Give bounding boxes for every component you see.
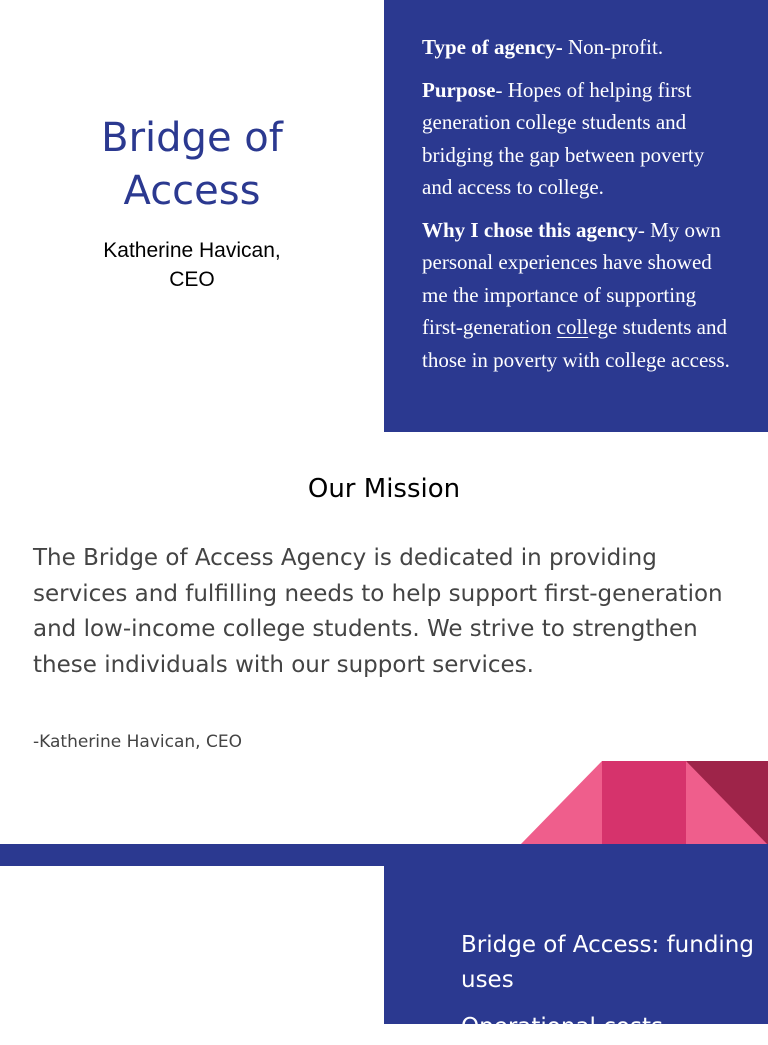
funding-title: Bridge of Access: funding uses	[461, 932, 754, 993]
purpose-value: - Hopes of helping first generation college students and bridging the gap between poverty and access to college.	[422, 77, 705, 199]
funding-slide	[0, 866, 768, 1040]
pink-triangle-shape	[520, 761, 602, 845]
decorative-shapes	[520, 761, 768, 845]
funding-item: Operational costs	[461, 1014, 663, 1040]
slide-separator	[0, 844, 768, 866]
agency-type-label: Type of agency-	[422, 35, 563, 59]
title-line-1: Bridge of	[101, 115, 283, 161]
agency-purpose	[422, 74, 738, 204]
title-line-2: Access	[123, 168, 261, 214]
author-line-2: CEO	[169, 268, 215, 291]
author-credit	[0, 236, 384, 294]
author-line-1: Katherine Havican,	[103, 239, 281, 262]
title-slide	[0, 0, 768, 432]
agency-type	[422, 31, 738, 64]
mission-signature: -Katherine Havican, CEO	[33, 732, 242, 752]
why-value-start: - My own personal experiences have showed me the importance of supporting first-generation	[422, 217, 721, 339]
funding-panel	[384, 866, 768, 1040]
agency-info-panel	[384, 0, 768, 432]
page-title	[0, 112, 384, 218]
mission-statement: The Bridge of Access Agency is dedicated in providing services and fulfilling needs to help support first-generation and low-income college students. We strive to strengthen these individuals with our support services.	[33, 545, 723, 678]
agency-reason	[422, 214, 738, 377]
why-value-end: ege students and those in poverty with college access.	[422, 315, 730, 372]
mission-slide	[0, 432, 768, 844]
magenta-block-shape	[602, 761, 686, 845]
title-block	[0, 112, 384, 294]
agency-type-value: Non-profit.	[562, 35, 664, 59]
mission-heading: Our Mission	[307, 474, 461, 504]
why-label: Why I chose this agency	[422, 217, 638, 242]
spellcheck-underlined-word: coll	[556, 315, 589, 339]
purpose-label: Purpose	[422, 77, 496, 102]
